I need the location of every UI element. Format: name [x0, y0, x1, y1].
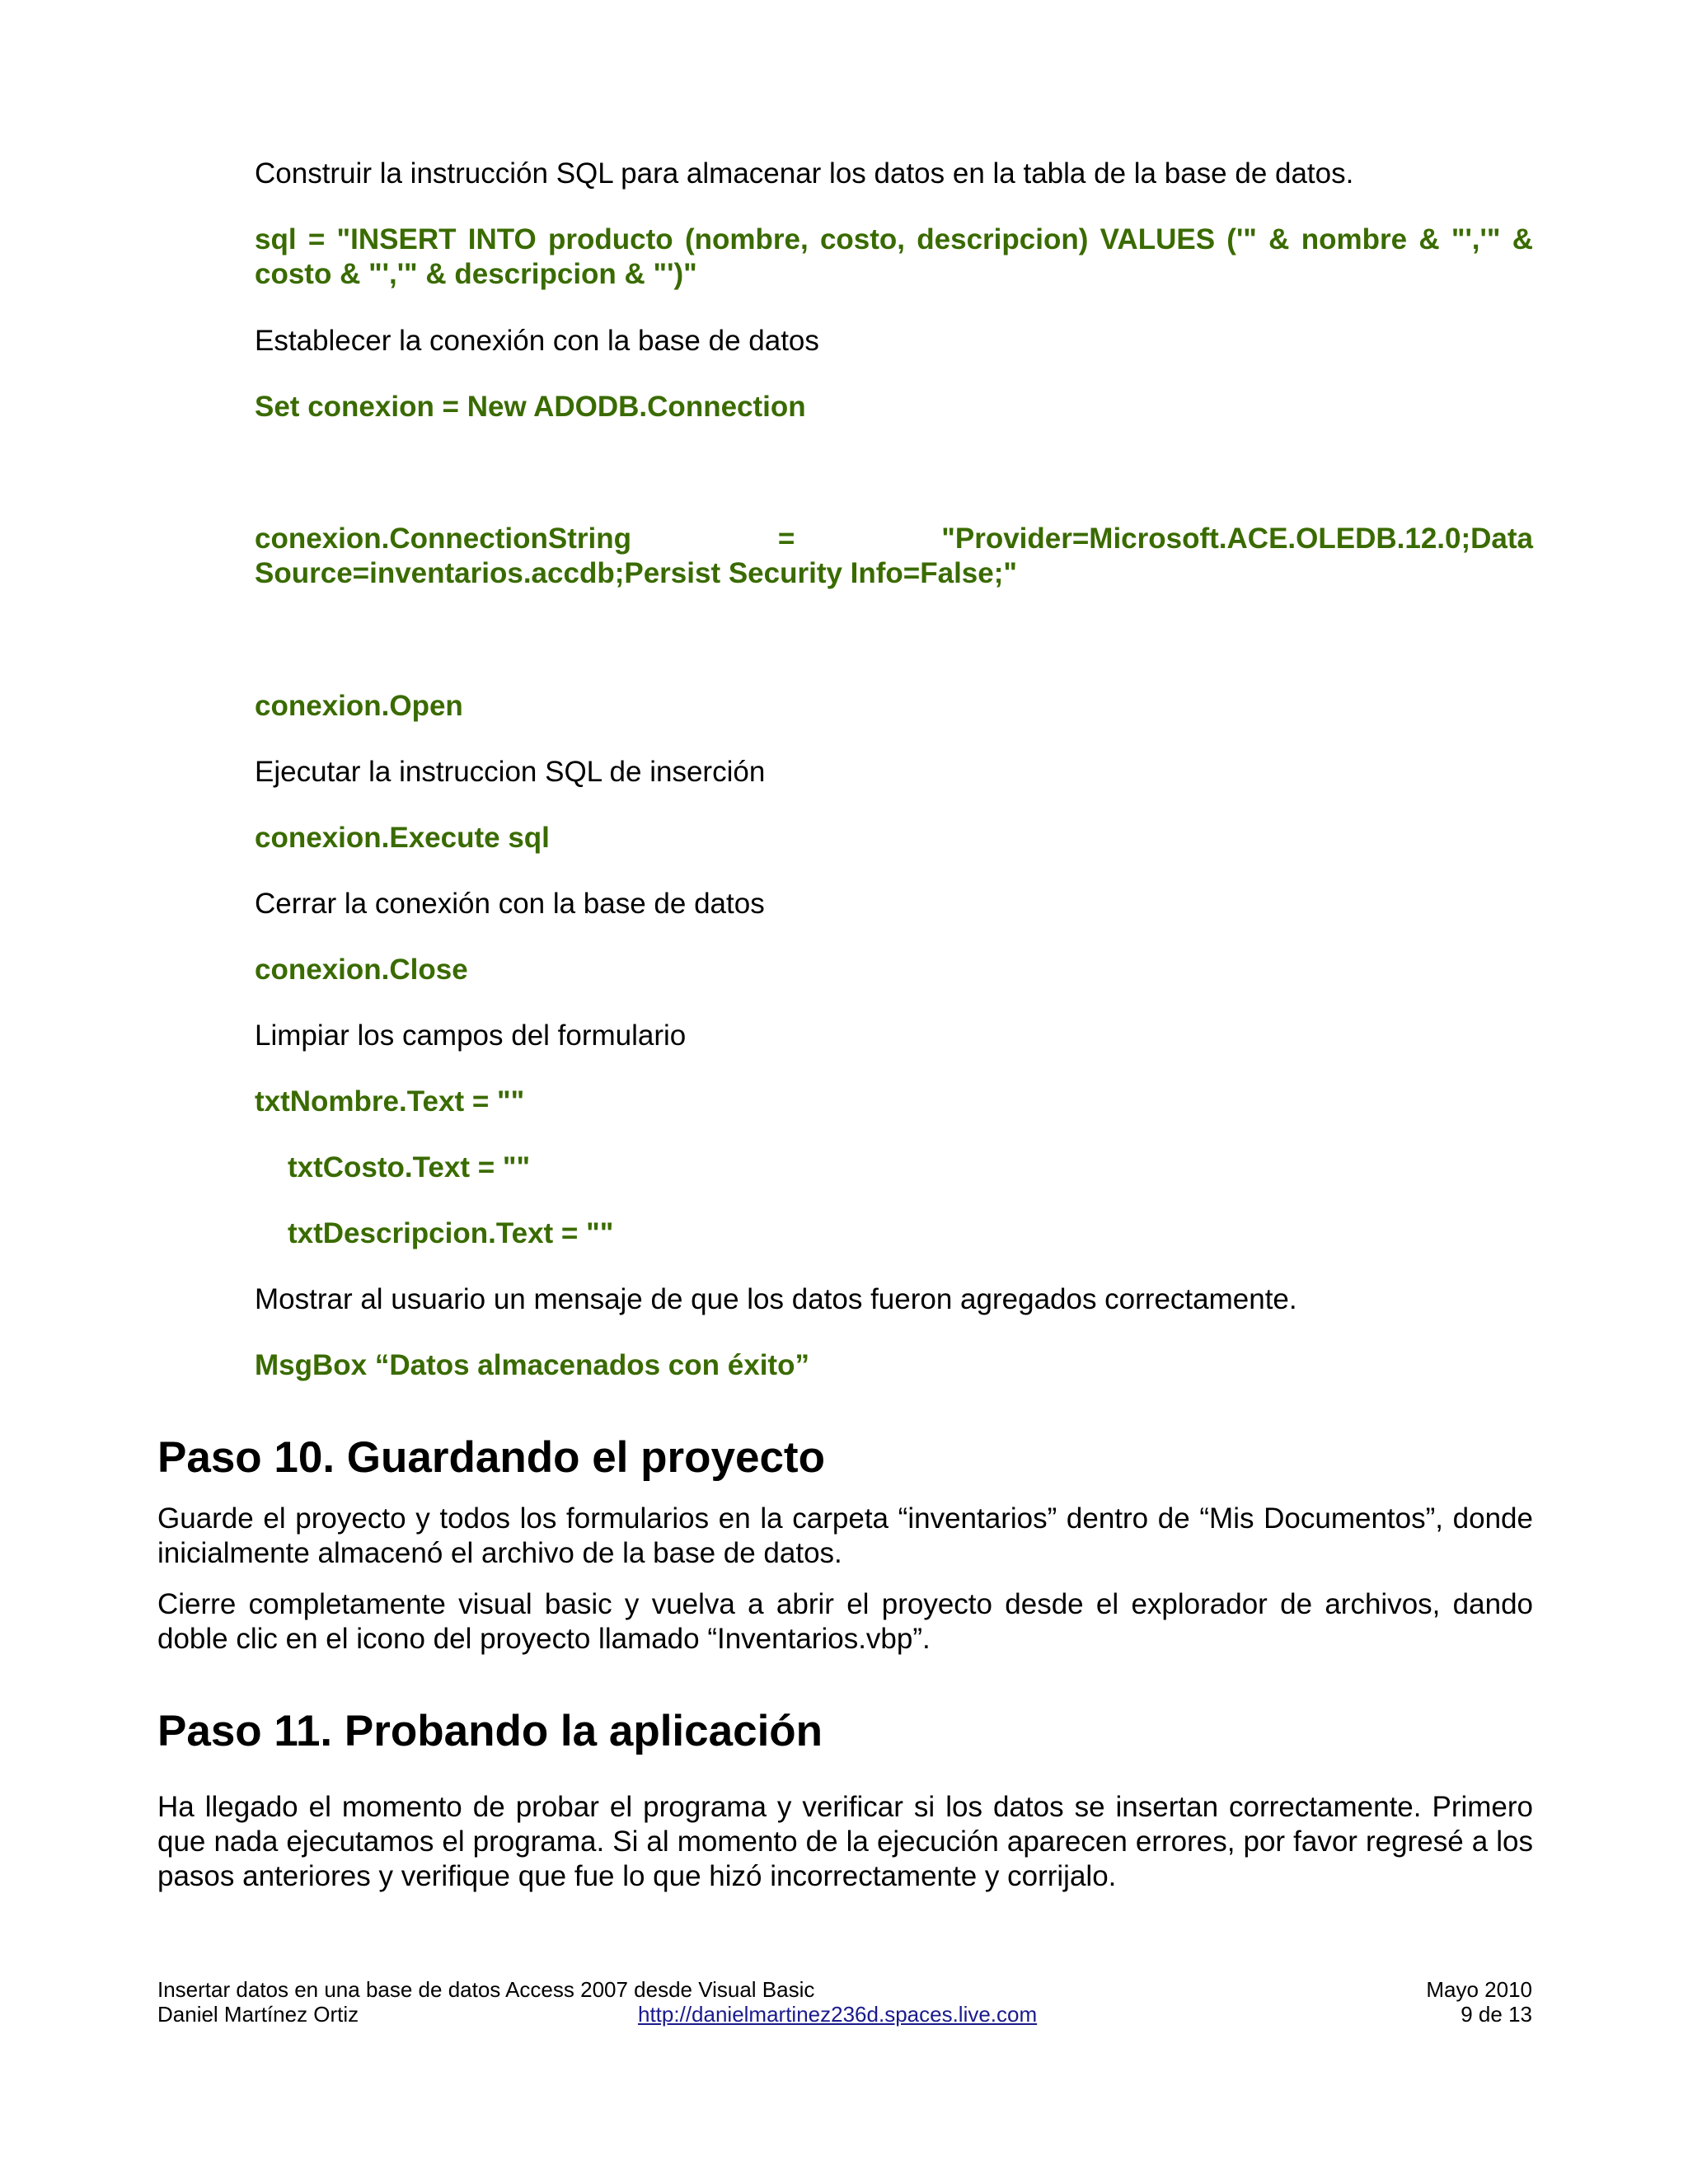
instruction-show-message: Mostrar al usuario un mensaje de que los datos fueron agregados correctamente. — [255, 1283, 1297, 1315]
instruction-clear-fields: Limpiar los campos del formulario — [255, 1019, 687, 1052]
code-clear-nombre: txtNombre.Text = "" — [255, 1085, 525, 1118]
instruction-build-sql: Construir la instrucción SQL para almacenar los datos en la tabla de la base de datos. — [255, 157, 1354, 190]
code-msgbox: MsgBox “Datos almacenados con éxito” — [255, 1349, 809, 1381]
code-clear-costo: txtCosto.Text = "" — [288, 1151, 531, 1183]
code-set-connection: Set conexion = New ADODB.Connection — [255, 391, 806, 423]
code-connection-close: conexion.Close — [255, 954, 468, 986]
footer-date: Mayo 2010 — [1426, 1977, 1532, 2002]
heading-paso-11: Paso 11. Probando la aplicación — [157, 1707, 823, 1755]
code-connection-execute: conexion.Execute sql — [255, 822, 550, 854]
footer-link[interactable]: http://danielmartinez236d.spaces.live.com — [638, 2002, 1038, 2027]
heading-paso-10: Paso 10. Guardando el proyecto — [157, 1433, 825, 1482]
paragraph-save-project: Guarde el proyecto y todos los formularios en la carpeta “inventarios” dentro de “Mis Documentos”, donde inicialmente almacenó el archivo de la base de datos. — [157, 1502, 1533, 1569]
paragraph-reopen-project: Cierre completamente visual basic y vuelva a abrir el proyecto desde el explorador de archivos, dando doble clic en el icono del proyecto llamado “Inventarios.vbp”. — [157, 1588, 1533, 1655]
code-clear-descripcion: txtDescripcion.Text = "" — [288, 1217, 614, 1249]
code-sql-insert: sql = "INSERT INTO producto (nombre, costo, descripcion) VALUES ('" & nombre & "','" & costo & "','" & descripcion & "')" — [255, 223, 1533, 290]
code-connection-string-line2: Source=inventarios.accdb;Persist Security Info=False;" — [255, 557, 1017, 589]
paragraph-test-application: Ha llegado el momento de probar el programa y verificar si los datos se insertan correctamente. Primero que nada ejecutamos el programa. Si al momento de la ejecución aparecen errores, por favor regresé a los pasos anteriores y verifique que fue lo que hizó incorrectamente y corrijalo. — [157, 1791, 1533, 1892]
instruction-establish-connection: Establecer la conexión con la base de datos — [255, 325, 819, 357]
code-connection-open: conexion.Open — [255, 690, 463, 722]
footer-author: Daniel Martínez Ortiz — [157, 2002, 359, 2027]
code-connection-string-line1: conexion.ConnectionString = "Provider=Microsoft.ACE.OLEDB.12.0;Data — [255, 523, 1533, 555]
footer-document-title: Insertar datos en una base de datos Access 2007 desde Visual Basic — [157, 1977, 815, 2002]
instruction-close-connection: Cerrar la conexión con la base de datos — [255, 888, 765, 920]
footer-page-number: 9 de 13 — [1461, 2002, 1532, 2027]
instruction-execute-sql: Ejecutar la instruccion SQL de inserción — [255, 756, 766, 788]
